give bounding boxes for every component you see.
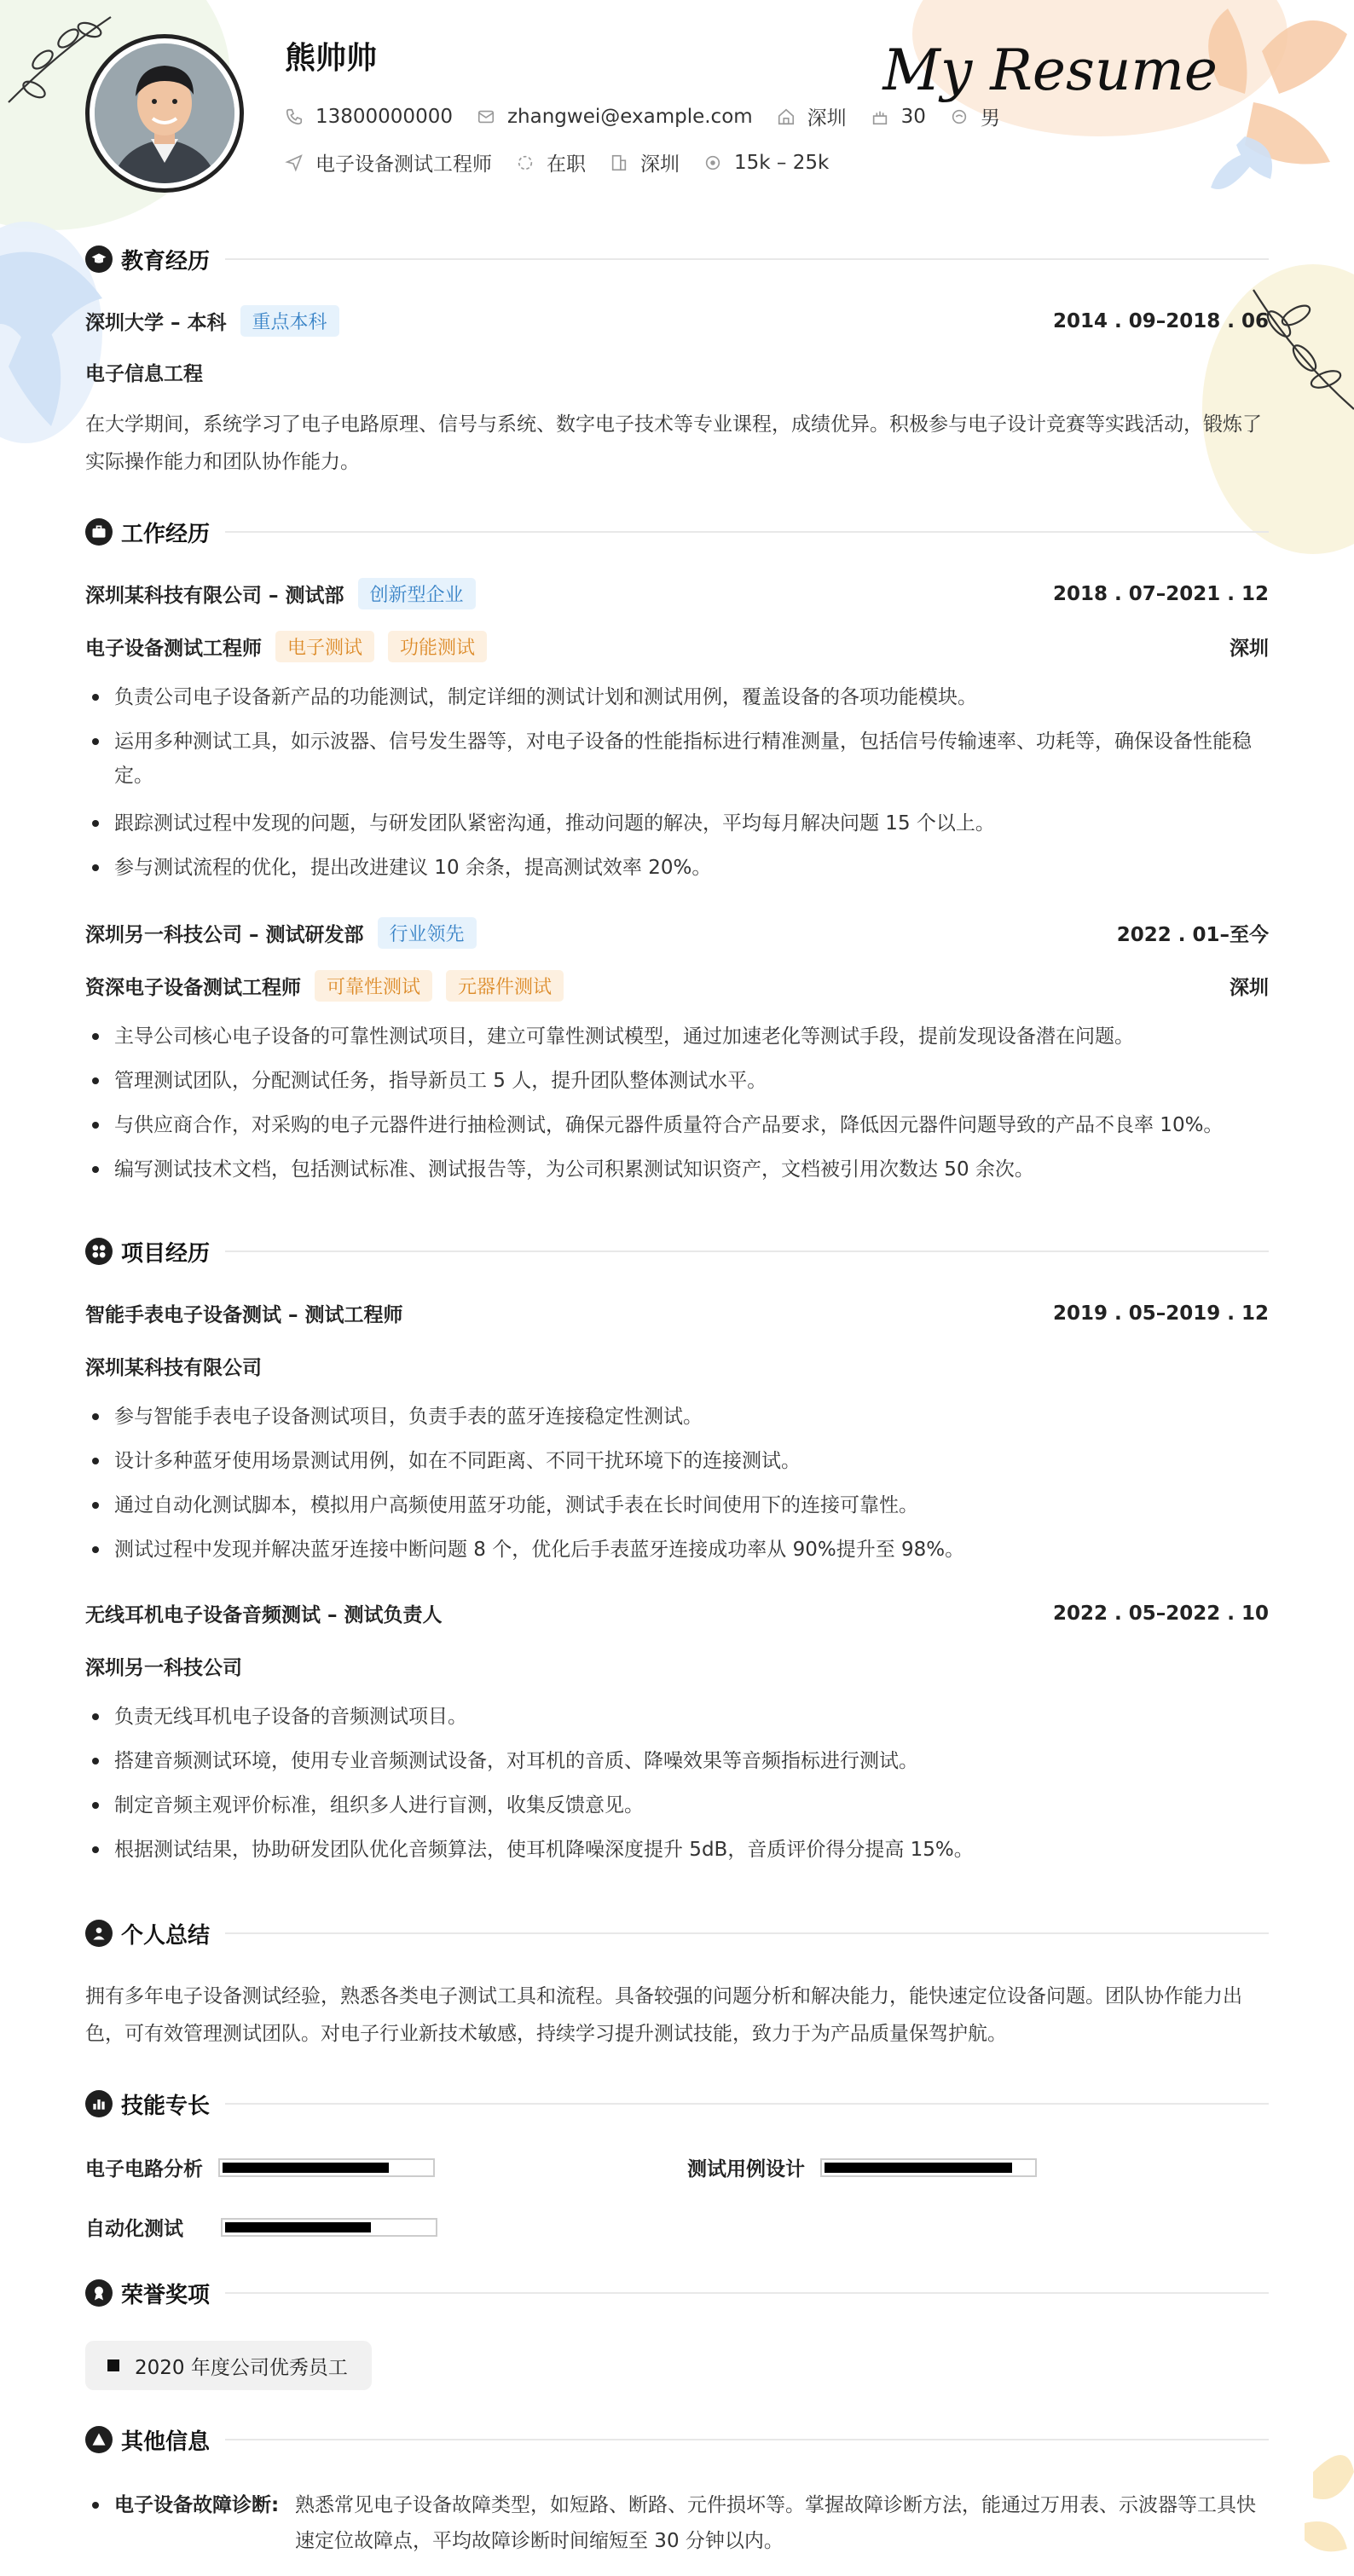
major: 电子信息工程 <box>85 363 203 385</box>
section-heading <box>85 1916 1269 1950</box>
list-item: 与供应商合作，对采购的电子元器件进行抽检测试，确保元器件质量符合产品要求，降低因元器件问题导致的产品不良率 10%。 <box>85 1108 1269 1142</box>
email-item <box>477 106 753 128</box>
school-name: 深圳大学 – 本科 <box>85 312 227 334</box>
skill-name: 自动化测试 <box>85 2218 183 2240</box>
section-divider <box>225 1250 1269 1252</box>
skill-bar-fill <box>223 2163 389 2173</box>
section-title: 荣誉奖项 <box>121 2282 211 2308</box>
section-heading <box>85 515 1269 549</box>
section-heading <box>85 242 1269 276</box>
awards-section <box>85 2276 1269 2310</box>
project-company-row <box>85 1652 1269 1680</box>
school-tag: 重点本科 <box>240 305 339 337</box>
section-title: 其他信息 <box>121 2429 211 2455</box>
salary-item <box>703 152 829 174</box>
list-item: 根据测试结果，协助研发团队优化音频算法，使耳机降噪深度提升 5dB，音质评价得分提高 15%。 <box>85 1833 1269 1867</box>
resume-header <box>85 34 1269 196</box>
project-period: 2022 . 05–2022 . 10 <box>1052 1602 1269 1625</box>
skill-tag: 可靠性测试 <box>315 970 432 1002</box>
paper-plane-icon <box>285 153 304 172</box>
section-title: 技能专长 <box>121 2093 211 2119</box>
section-divider <box>225 2292 1269 2294</box>
status-item <box>516 148 586 176</box>
project-period: 2019 . 05–2019 . 12 <box>1052 1302 1269 1325</box>
project-header-row <box>85 1299 1269 1327</box>
age-icon <box>871 107 889 126</box>
list-item: 参与智能手表电子设备测试项目，负责手表的蓝牙连接稳定性测试。 <box>85 1400 1269 1434</box>
phone-icon <box>285 107 304 126</box>
work-city: 深圳 <box>1230 977 1269 999</box>
skill-name: 测试用例设计 <box>687 2158 805 2180</box>
list-item: 主导公司核心电子设备的可靠性测试项目，建立可靠性测试模型，通过加速老化等测试手段，提前发现设备潜在问题。 <box>85 1019 1269 1054</box>
section-heading <box>85 2423 1269 2457</box>
company-name: 深圳另一科技公司 – 测试研发部 <box>85 924 364 946</box>
other-item <box>85 2487 1269 2559</box>
skill-bar-fill <box>225 2222 371 2232</box>
list-item: 通过自动化测试脚本，模拟用户高频使用蓝牙功能，测试手表在长时间使用下的连接可靠性。 <box>85 1488 1269 1522</box>
section-title: 工作经历 <box>121 521 211 547</box>
bar-chart-icon <box>85 2090 113 2117</box>
job-row <box>285 148 853 176</box>
section-heading <box>85 1234 1269 1268</box>
education-header-row <box>85 305 1269 337</box>
major-row <box>85 358 1269 386</box>
work-role-row <box>85 970 1269 1002</box>
candidate-name: 熊帅帅 <box>285 41 378 76</box>
education-period: 2014 . 09–2018 . 06 <box>1052 309 1269 332</box>
skill-tag: 功能测试 <box>388 631 487 662</box>
section-divider <box>225 531 1269 533</box>
list-item: 参与测试流程的优化，提出改进建议 10 余条，提高测试效率 20%。 <box>85 851 1269 885</box>
skill-bar <box>221 2218 437 2237</box>
status-icon <box>516 153 535 172</box>
skill-item <box>85 2153 435 2181</box>
job-title-text: 电子设备测试工程师 <box>315 153 492 176</box>
education-section <box>85 242 1269 276</box>
list-item: 负责无线耳机电子设备的音频测试项目。 <box>85 1700 1269 1734</box>
company-name: 深圳某科技有限公司 – 测试部 <box>85 585 344 607</box>
skill-name: 电子电路分析 <box>85 2158 203 2180</box>
gender-text: 男 <box>980 107 1000 130</box>
list-item: 制定音频主观评价标准，组织多人进行盲测，收集反馈意见。 <box>85 1788 1269 1822</box>
other-text: 熟悉常见电子设备故障类型，如短路、断路、元件损坏等。掌握故障诊断方法，能通过万用表、示波器等工具快速定位故障点，平均故障诊断时间缩短至 30 分钟以内。 <box>295 2494 1256 2552</box>
project-company-row <box>85 1352 1269 1380</box>
section-heading <box>85 2276 1269 2310</box>
award-text: 2020 年度公司优秀员工 <box>135 2356 348 2379</box>
user-icon <box>85 1920 113 1947</box>
role-title: 电子设备测试工程师 <box>85 638 262 660</box>
skill-bar <box>820 2158 1037 2177</box>
salary-icon <box>703 153 722 172</box>
section-divider <box>225 1932 1269 1934</box>
projects-section <box>85 1234 1269 1268</box>
section-divider <box>225 2103 1269 2105</box>
expected-city-item <box>610 148 680 176</box>
other-section <box>85 2423 1269 2457</box>
education-description: 在大学期间，系统学习了电子电路原理、信号与系统、数字电子技术等专业课程，成绩优异。积极参与电子设计竞赛等实践活动，锻炼了实际操作能力和团队协作能力。 <box>85 413 1262 473</box>
skill-bar-fill <box>825 2163 1012 2173</box>
phone-item <box>285 106 453 128</box>
list-item: 负责公司电子设备新产品的功能测试，制定详细的测试计划和测试用例，覆盖设备的各项功能模块。 <box>85 680 1269 714</box>
briefcase-icon <box>85 518 113 546</box>
email-text: zhangwei@example.com <box>506 105 753 128</box>
list-item: 管理测试团队，分配测试任务，指导新员工 5 人，提升团队整体测试水平。 <box>85 1064 1269 1098</box>
bullet-dot-icon <box>92 2502 99 2509</box>
skill-tag: 元器件测试 <box>446 970 564 1002</box>
section-title: 教育经历 <box>121 248 211 274</box>
section-heading <box>85 2087 1269 2121</box>
award-item <box>85 2341 372 2390</box>
role-title: 资深电子设备测试工程师 <box>85 977 301 999</box>
skills-section <box>85 2087 1269 2121</box>
list-item: 运用多种测试工具，如示波器、信号发生器等，对电子设备的性能指标进行精准测量，包括信号传输速率、功耗等，确保设备性能稳定。 <box>85 725 1269 793</box>
work-role-row <box>85 631 1269 662</box>
project-company: 深圳某科技有限公司 <box>85 1357 262 1379</box>
work-city: 深圳 <box>1230 638 1269 660</box>
section-divider <box>225 258 1269 260</box>
work-section <box>85 515 1269 549</box>
skill-tag: 电子测试 <box>275 631 374 662</box>
salary-text: 15k – 25k <box>734 151 830 174</box>
summary-section <box>85 1916 1269 1950</box>
work-header-row <box>85 917 1269 949</box>
building-icon <box>610 153 628 172</box>
skill-bar <box>218 2158 435 2177</box>
work-header-row <box>85 578 1269 609</box>
list-item: 测试过程中发现并解决蓝牙连接中断问题 8 个，优化后手表蓝牙连接成功率从 90%提升至 98%。 <box>85 1533 1269 1567</box>
other-label-text: 电子设备故障诊断: <box>114 2494 280 2516</box>
square-bullet-icon <box>107 2359 119 2371</box>
contact-row <box>285 102 1024 130</box>
brand-title: My Resume <box>882 38 1218 103</box>
section-title: 项目经历 <box>121 1240 211 1267</box>
expected-city-text: 深圳 <box>640 153 680 176</box>
project-title: 智能手表电子设备测试 – 测试工程师 <box>85 1304 403 1326</box>
avatar-photo <box>95 43 234 183</box>
company-tag: 创新型企业 <box>358 578 476 609</box>
location-item <box>777 102 847 130</box>
home-icon <box>777 107 796 126</box>
project-title: 无线耳机电子设备音频测试 – 测试负责人 <box>85 1604 443 1626</box>
age-item <box>871 106 926 128</box>
list-item: 设计多种蓝牙使用场景测试用例，如在不同距离、不同干扰环境下的连接测试。 <box>85 1444 1269 1478</box>
grid-icon <box>85 1238 113 1265</box>
list-item: 搭建音频测试环境，使用专业音频测试设备，对耳机的音质、降噪效果等音频指标进行测试。 <box>85 1744 1269 1778</box>
email-icon <box>477 107 495 126</box>
award-icon <box>85 2279 113 2307</box>
work-period: 2022 . 01–至今 <box>1116 924 1269 946</box>
info-icon <box>85 2426 113 2453</box>
avatar <box>85 34 244 193</box>
age-text: 30 <box>900 105 926 128</box>
project-header-row <box>85 1599 1269 1627</box>
status-text: 在职 <box>547 153 586 176</box>
location-text: 深圳 <box>807 107 847 130</box>
other-label <box>85 2487 295 2559</box>
list-item: 编写测试技术文档，包括测试标准、测试报告等，为公司积累测试知识资产，文档被引用次数达 50 余次。 <box>85 1152 1269 1187</box>
skill-item <box>687 2153 1037 2181</box>
job-title-item <box>285 148 492 176</box>
list-item: 跟踪测试过程中发现的问题，与研发团队紧密沟通，推动问题的解决，平均每月解决问题 15 个以上。 <box>85 806 1269 840</box>
company-tag: 行业领先 <box>378 917 477 949</box>
summary-text: 拥有多年电子设备测试经验，熟悉各类电子测试工具和流程。具备较强的问题分析和解决能力，能快速定位设备问题。团队协作能力出色，可有效管理测试团队。对电子行业新技术敏感，持续学习提升测试技能，致力于为产品质量保驾护航。 <box>85 1985 1242 2045</box>
graduation-cap-icon <box>85 245 113 273</box>
skill-item <box>85 2213 437 2241</box>
work-period: 2018 . 07–2021 . 12 <box>1052 582 1269 605</box>
gender-icon <box>950 107 969 126</box>
section-title: 个人总结 <box>121 1922 211 1949</box>
gender-item <box>950 102 1000 130</box>
phone-text: 13800000000 <box>315 105 453 128</box>
section-divider <box>225 2439 1269 2440</box>
project-company: 深圳另一科技公司 <box>85 1657 242 1679</box>
